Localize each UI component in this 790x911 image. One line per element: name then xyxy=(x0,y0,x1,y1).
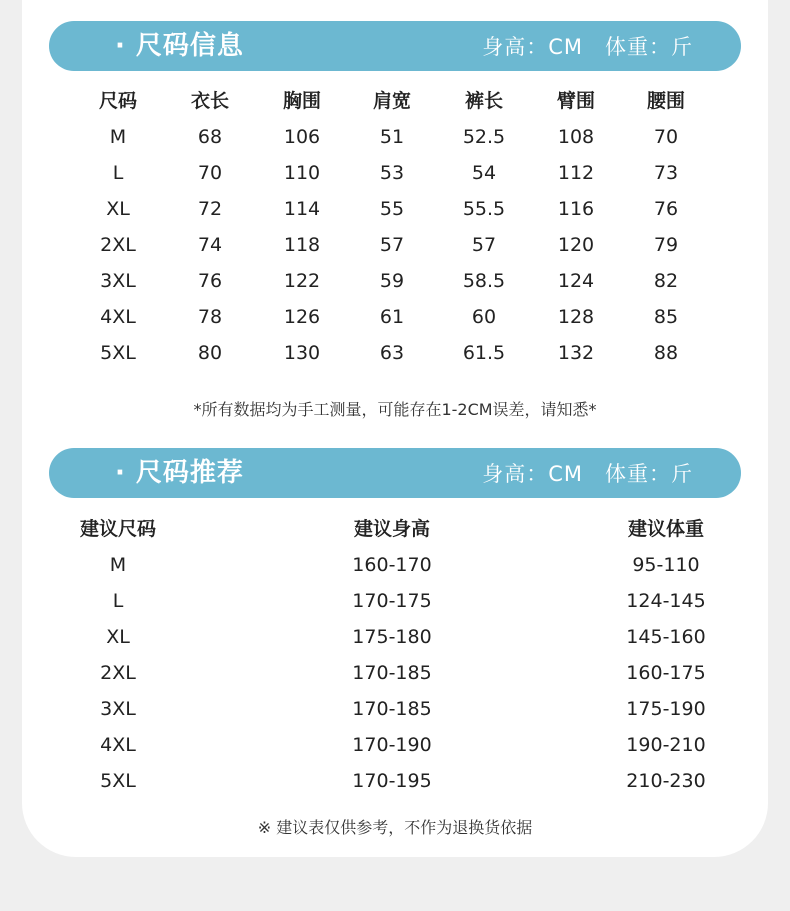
table-cell: 79 xyxy=(653,234,679,256)
table-cell: 4XL xyxy=(100,306,136,328)
column-header: 肩宽 xyxy=(372,90,412,112)
table-cell: 70 xyxy=(653,126,679,148)
table-row xyxy=(0,155,790,191)
table-row xyxy=(0,227,790,263)
table-cell: 122 xyxy=(283,270,321,292)
table-cell: 53 xyxy=(379,162,405,184)
table-cell: 63 xyxy=(379,342,405,364)
table-cell: 124 xyxy=(557,270,595,292)
table-cell: 80 xyxy=(197,342,223,364)
table-cell: 95-110 xyxy=(632,554,700,576)
size-recommend-table xyxy=(0,511,790,799)
table-cell: 61 xyxy=(379,306,405,328)
table-cell: 118 xyxy=(283,234,321,256)
table-cell: 175-180 xyxy=(352,626,432,648)
table-row xyxy=(0,619,790,655)
table-cell: XL xyxy=(106,626,130,648)
table-cell: 170-185 xyxy=(352,698,432,720)
table-cell: 60 xyxy=(471,306,497,328)
table-row xyxy=(0,119,790,155)
table-cell: 72 xyxy=(197,198,223,220)
table-cell: 114 xyxy=(283,198,321,220)
column-header: 腰围 xyxy=(646,90,686,112)
size-recommend-title: · 尺码推荐 xyxy=(115,458,244,488)
table-cell: 57 xyxy=(471,234,497,256)
table-row xyxy=(0,299,790,335)
table-cell: 73 xyxy=(653,162,679,184)
table-cell: L xyxy=(112,590,124,612)
table-cell: 3XL xyxy=(100,698,136,720)
table-cell: 112 xyxy=(557,162,595,184)
size-recommend-banner xyxy=(49,448,741,498)
table-cell: 88 xyxy=(653,342,679,364)
table-cell: 4XL xyxy=(100,734,136,756)
measurement-note: *所有数据均为手工测量，可能存在1-2CM误差，请知悉* xyxy=(193,400,597,419)
recommend-disclaimer: ※ 建议表仅供参考，不作为退换货依据 xyxy=(257,818,533,837)
table-cell: 106 xyxy=(283,126,321,148)
table-row xyxy=(0,727,790,763)
table-cell: 128 xyxy=(557,306,595,328)
table-cell: 170-185 xyxy=(352,662,432,684)
table-row xyxy=(0,691,790,727)
table-header-row xyxy=(0,511,790,547)
table-row xyxy=(0,763,790,799)
size-info-table xyxy=(0,83,790,371)
table-cell: 68 xyxy=(197,126,223,148)
table-cell: 210-230 xyxy=(626,770,706,792)
table-cell: 170-195 xyxy=(352,770,432,792)
table-cell: M xyxy=(109,126,127,148)
table-cell: 2XL xyxy=(100,662,136,684)
table-cell: 58.5 xyxy=(462,270,506,292)
column-header: 建议体重 xyxy=(627,518,705,540)
table-cell: 82 xyxy=(653,270,679,292)
table-cell: 61.5 xyxy=(462,342,506,364)
table-cell: 57 xyxy=(379,234,405,256)
table-cell: 5XL xyxy=(100,342,136,364)
table-cell: 59 xyxy=(379,270,405,292)
table-cell: 52.5 xyxy=(462,126,506,148)
table-cell: 160-175 xyxy=(626,662,706,684)
table-cell: L xyxy=(112,162,124,184)
column-header: 臂围 xyxy=(556,90,596,112)
table-cell: 160-170 xyxy=(352,554,432,576)
size-info-banner xyxy=(49,21,741,71)
column-header: 建议尺码 xyxy=(79,518,157,540)
column-header: 尺码 xyxy=(98,90,138,112)
table-cell: 170-190 xyxy=(352,734,432,756)
table-cell: 116 xyxy=(557,198,595,220)
weight-unit-label: 体重：斤 xyxy=(605,35,693,59)
table-row xyxy=(0,335,790,371)
table-row xyxy=(0,655,790,691)
table-cell: 55 xyxy=(379,198,405,220)
table-cell: 124-145 xyxy=(626,590,706,612)
table-cell: 54 xyxy=(471,162,497,184)
column-header: 衣长 xyxy=(190,90,230,112)
table-cell: 145-160 xyxy=(626,626,706,648)
table-cell: 76 xyxy=(653,198,679,220)
table-cell: 130 xyxy=(283,342,321,364)
table-cell: 78 xyxy=(197,306,223,328)
table-cell: 55.5 xyxy=(462,198,506,220)
size-info-units xyxy=(482,21,693,71)
table-cell: 76 xyxy=(197,270,223,292)
weight-unit-label: 体重：斤 xyxy=(605,462,693,486)
size-info-title: · 尺码信息 xyxy=(115,31,244,61)
column-header: 胸围 xyxy=(282,90,322,112)
table-cell: 70 xyxy=(197,162,223,184)
table-cell: 132 xyxy=(557,342,595,364)
table-cell: XL xyxy=(106,198,130,220)
table-header-row xyxy=(0,83,790,119)
size-recommend-units xyxy=(482,448,693,498)
table-cell: 74 xyxy=(197,234,223,256)
table-row xyxy=(0,191,790,227)
table-row xyxy=(0,583,790,619)
table-cell: 51 xyxy=(379,126,405,148)
table-cell: 5XL xyxy=(100,770,136,792)
table-cell: 190-210 xyxy=(626,734,706,756)
column-header: 建议身高 xyxy=(353,518,431,540)
column-header: 裤长 xyxy=(464,90,504,112)
table-cell: 2XL xyxy=(100,234,136,256)
table-cell: 120 xyxy=(557,234,595,256)
table-cell: 3XL xyxy=(100,270,136,292)
height-unit-label: 身高：CM xyxy=(482,462,583,486)
table-cell: 110 xyxy=(283,162,321,184)
table-row xyxy=(0,547,790,583)
height-unit-label: 身高：CM xyxy=(482,35,583,59)
table-cell: 108 xyxy=(557,126,595,148)
table-cell: 85 xyxy=(653,306,679,328)
table-cell: 126 xyxy=(283,306,321,328)
table-cell: 170-175 xyxy=(352,590,432,612)
table-cell: 175-190 xyxy=(626,698,706,720)
table-cell: M xyxy=(109,554,127,576)
table-row xyxy=(0,263,790,299)
